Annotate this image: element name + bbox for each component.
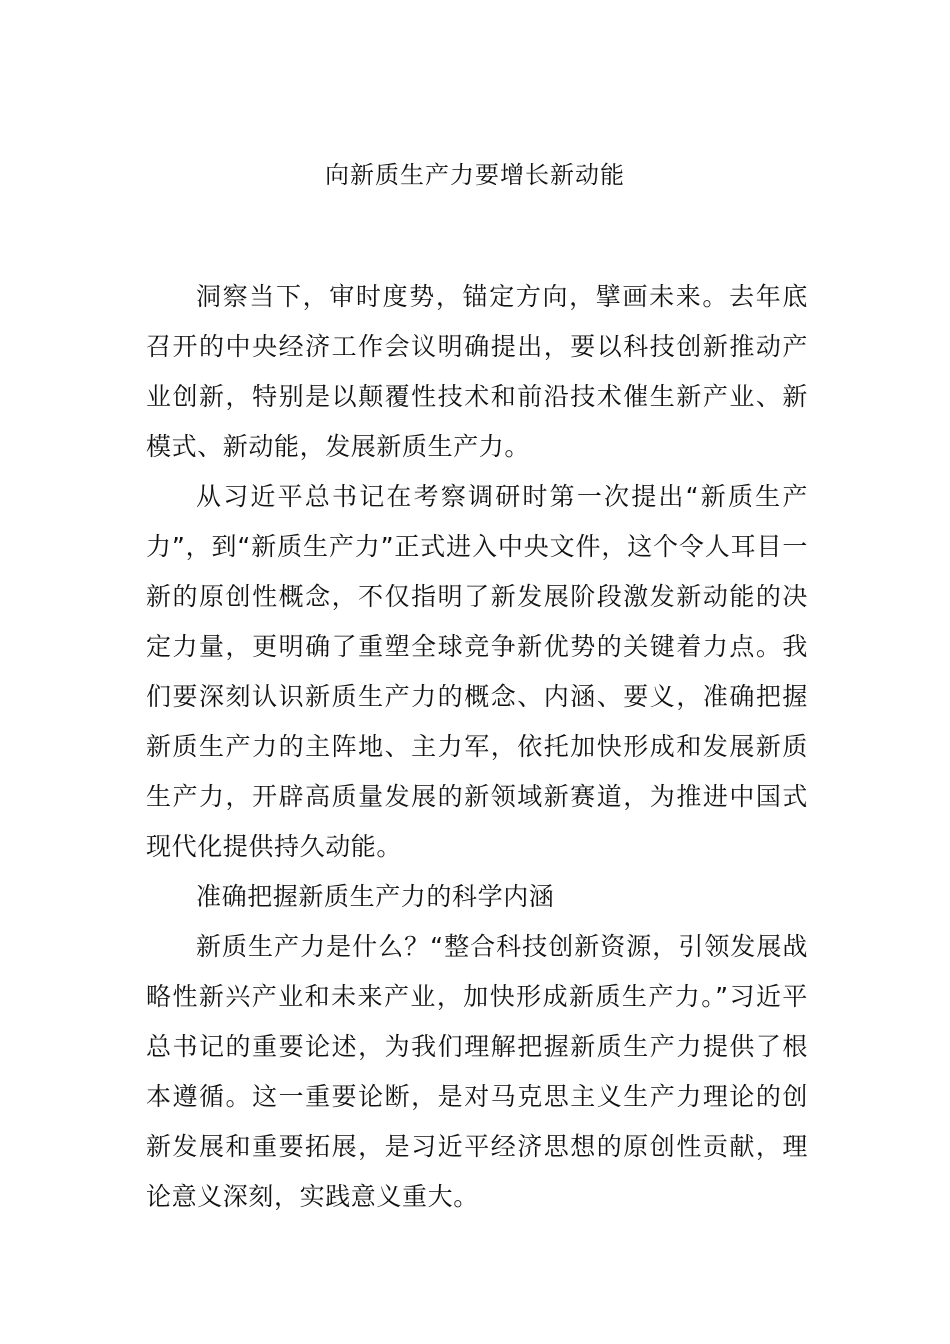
paragraph-section-1: 新质生产力是什么？“整合科技创新资源，引领发展战略性新兴产业和未来产业，加快形成新质生产力。”习近平总书记的重要论述，为我们理解把握新质生产力提供了根本遵循。这一重要论断，是对马克思主义生产力理论的创新发展和重要拓展，是习近平经济思想的原创性贡献，理论意义深刻，实践意义重大。 — [146, 932, 808, 1211]
paragraph-concept: 从习近平总书记在考察调研时第一次提出“新质生产力”，到“新质生产力”正式进入中央文件，这个令人耳目一新的原创性概念，不仅指明了新发展阶段激发新动能的决定力量，更明确了重塑全球竞争新优势的关键着力点。我们要深刻认识新质生产力的概念、内涵、要义，准确把握新质生产力的主阵地、主力军，依托加快形成和发展新质生产力，开辟高质量发展的新领域新赛道，为推进中国式现代化提供持久动能。 — [146, 482, 808, 861]
document-body — [146, 272, 808, 1222]
paragraph-intro: 洞察当下，审时度势，锚定方向，擘画未来。去年底召开的中央经济工作会议明确提出，要以科技创新推动产业创新，特别是以颠覆性技术和前沿技术催生新产业、新模式、新动能，发展新质生产力。 — [146, 282, 808, 461]
document-title: 向新质生产力要增长新动能 — [325, 161, 625, 189]
section-heading: 准确把握新质生产力的科学内涵 — [196, 882, 555, 911]
